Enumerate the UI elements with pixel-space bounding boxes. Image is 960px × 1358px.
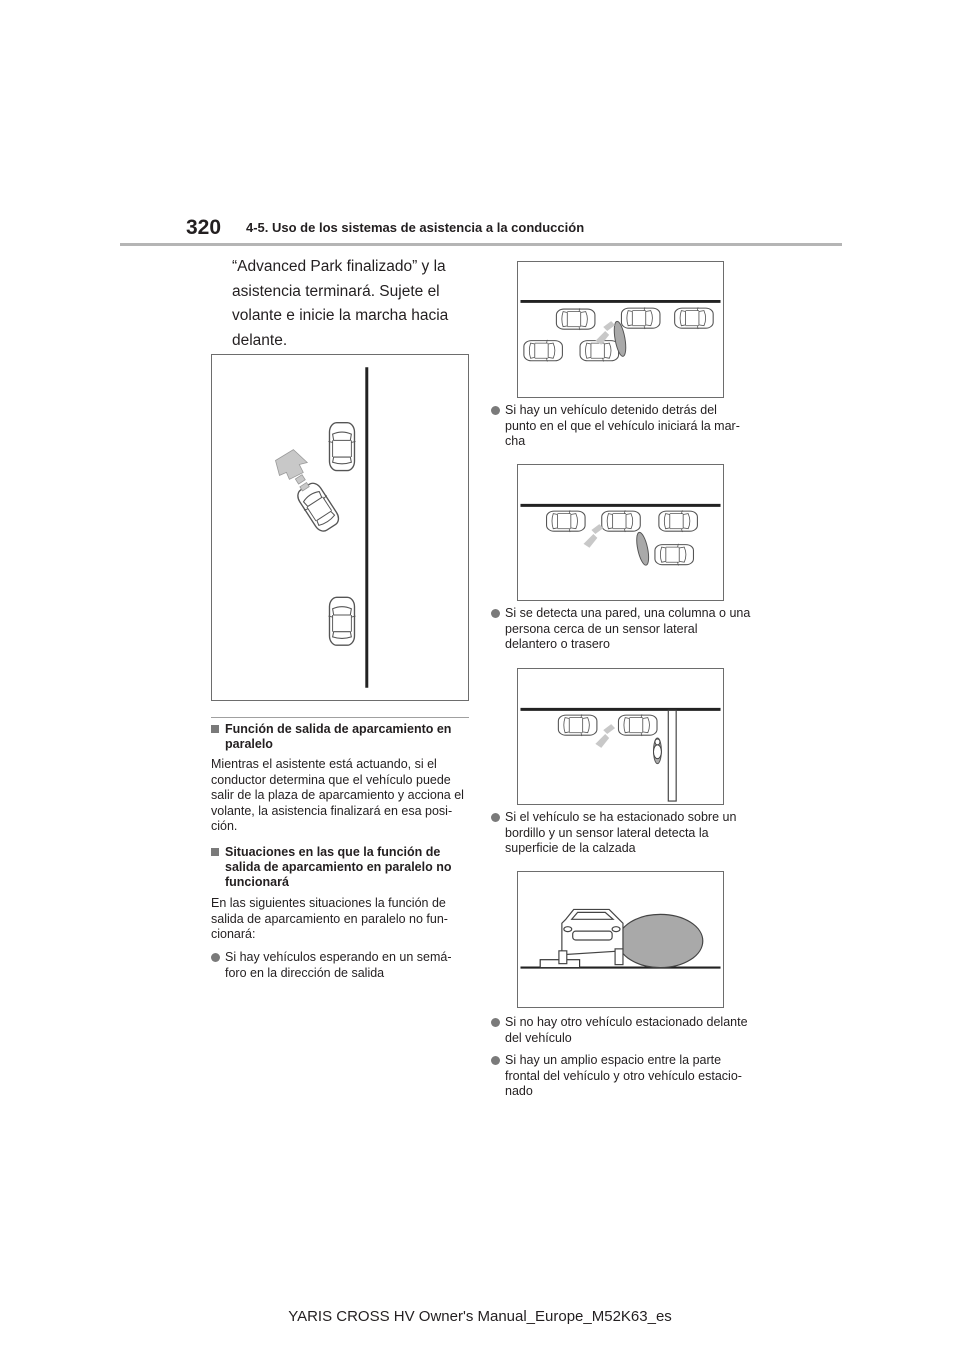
bullet-item: Si no hay otro vehículo estacionado delante del vehículo [491,1015,751,1046]
exit-arrow-icon [595,724,615,748]
exit-arrow-icon [276,450,310,491]
round-bullet-icon [211,953,220,962]
bullet-item: Si el vehículo se ha estacionado sobre un bordillo y un sensor lateral detecta la superficie de la calzada [491,810,751,857]
bullet-item: Si hay un amplio espacio entre la parte frontal del vehículo y otro vehículo estacio-nado [491,1053,751,1100]
wall-column-person-diagram [517,668,724,805]
vehicle-waiting-illustration [518,262,723,397]
section-title: 4-5. Uso de los sistemas de asistencia a la conducción [246,220,585,235]
round-bullet-icon [491,609,500,618]
wall-icon [668,710,676,801]
stopped-vehicle-behind-diagram [517,464,724,601]
section-separator [211,717,469,718]
square-bullet-icon [211,725,219,733]
intro-text: “Advanced Park finalizado” y la asistencia terminará. Sujete el volante e inicie la marcha hacia delante. [232,258,449,349]
bullet-item: Si se detecta una pared, una columna o una persona cerca de un sensor lateral delantero o trasero [491,606,751,653]
wall-column-person-illustration [518,669,723,804]
bullet-item: Si hay vehículos esperando en un semá-foro en la dirección de salida [211,950,469,981]
round-bullet-icon [491,813,500,822]
person-icon [654,739,662,759]
subheading-situations: Situaciones en las que la función de salida de aparcamiento en paralelo no funcionará [211,845,469,890]
square-bullet-icon [211,848,219,856]
footer-text: YARIS CROSS HV Owner's Manual_Europe_M52K63_es [288,1308,672,1325]
round-bullet-icon [491,406,500,415]
header-rule [120,243,842,246]
page-number: 320 [186,216,222,239]
paragraph-parallel-exit: Mientras el asistente está actuando, si el conductor determina que el vehículo puede salir de la plaza de aparcamiento y acciona el volante, la asistencia finalizará en esa posi-ción. [211,757,464,833]
curb-parking-diagram [517,871,724,1008]
vehicle-waiting-diagram [517,261,724,398]
parallel-exit-illustration [212,355,468,700]
paragraph-situations: En las siguientes situaciones la función de salida de aparcamiento en paralelo no fun-cionará: [211,896,448,941]
bullet-item: Si hay un vehículo detenido detrás del punto en el que el vehículo iniciará la mar-cha [491,403,751,450]
parallel-exit-diagram [211,354,469,701]
round-bullet-icon [491,1018,500,1027]
curb-parking-illustration [518,872,723,1007]
exit-arrow-icon [584,524,604,548]
stopped-vehicle-behind-illustration [518,465,723,600]
car-front-icon [559,909,623,964]
round-bullet-icon [491,1056,500,1065]
subheading-parallel-exit: Función de salida de aparcamiento en paralelo [211,722,469,752]
